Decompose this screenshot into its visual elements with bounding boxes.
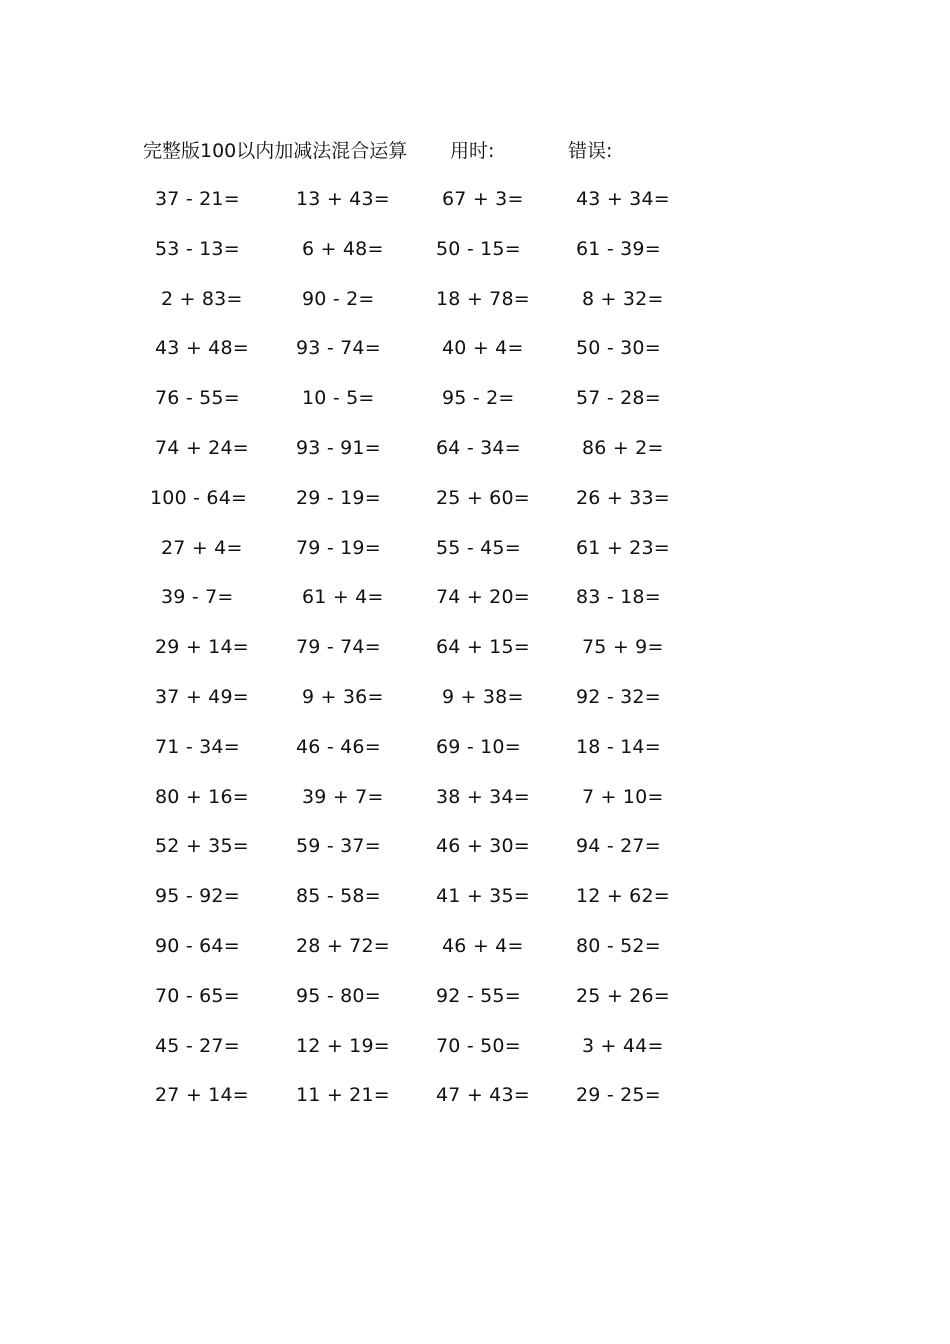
- math-problem: 93 - 74=: [296, 337, 381, 360]
- math-problem: 12 + 19=: [296, 1034, 390, 1057]
- problem-row: [0, 831, 950, 881]
- problem-row: [0, 234, 950, 284]
- math-problem: 75 + 9=: [582, 636, 664, 659]
- math-problem: 90 - 2=: [302, 287, 375, 310]
- math-problem: 10 - 5=: [302, 387, 375, 410]
- math-problem: 9 + 36=: [302, 685, 384, 708]
- problem-row: [0, 732, 950, 782]
- math-problem: 40 + 4=: [442, 337, 524, 360]
- math-problem: 6 + 48=: [302, 237, 384, 260]
- math-problem: 95 - 92=: [155, 885, 240, 908]
- math-problem: 38 + 34=: [436, 785, 530, 808]
- math-problem: 59 - 37=: [296, 835, 381, 858]
- math-problem: 95 - 80=: [296, 984, 381, 1007]
- math-problem: 50 - 15=: [436, 237, 521, 260]
- math-problem: 29 - 19=: [296, 486, 381, 509]
- problem-row: [0, 931, 950, 981]
- problem-row: [0, 981, 950, 1031]
- math-problem: 28 + 72=: [296, 934, 390, 957]
- problem-row: [0, 333, 950, 383]
- problem-row: [0, 881, 950, 931]
- math-problem: 37 - 21=: [155, 188, 240, 210]
- math-problem: 80 - 52=: [576, 934, 661, 957]
- math-problem: 61 + 23=: [576, 536, 670, 559]
- math-problem: 80 + 16=: [155, 785, 249, 808]
- math-problem: 25 + 26=: [576, 984, 670, 1007]
- problem-row: [0, 582, 950, 632]
- math-problem: 71 - 34=: [155, 735, 240, 758]
- math-problem: 70 - 50=: [436, 1034, 521, 1057]
- math-problem: 92 - 32=: [576, 685, 661, 708]
- math-problem: 61 + 4=: [302, 586, 384, 609]
- math-problem: 26 + 33=: [576, 486, 670, 509]
- math-problem: 57 - 28=: [576, 387, 661, 410]
- problem-row: [0, 483, 950, 533]
- math-problem: 11 + 21=: [296, 1084, 390, 1107]
- math-problem: 46 + 30=: [436, 835, 530, 858]
- math-problem: 79 - 74=: [296, 636, 381, 659]
- problem-row: [0, 682, 950, 732]
- math-problem: 7 + 10=: [582, 785, 664, 808]
- math-problem: 25 + 60=: [436, 486, 530, 509]
- math-problem: 70 - 65=: [155, 984, 240, 1007]
- math-problem: 100 - 64=: [150, 486, 248, 509]
- problem-row: [0, 1031, 950, 1081]
- problem-row: [0, 632, 950, 682]
- errors-label: 错误:: [568, 140, 613, 162]
- math-problem: 45 - 27=: [155, 1034, 240, 1057]
- math-problem: 29 + 14=: [155, 636, 249, 659]
- problem-row: [0, 533, 950, 583]
- math-problem: 8 + 32=: [582, 287, 664, 310]
- math-problem: 79 - 19=: [296, 536, 381, 559]
- math-problem: 12 + 62=: [576, 885, 670, 908]
- math-problem: 83 - 18=: [576, 586, 661, 609]
- math-problem: 76 - 55=: [155, 387, 240, 410]
- math-problem: 18 - 14=: [576, 735, 661, 758]
- math-problem: 27 + 4=: [161, 536, 243, 559]
- math-problem: 94 - 27=: [576, 835, 661, 858]
- math-problem: 90 - 64=: [155, 934, 240, 957]
- math-problem: 69 - 10=: [436, 735, 521, 758]
- math-problem: 85 - 58=: [296, 885, 381, 908]
- math-problem: 46 - 46=: [296, 735, 381, 758]
- math-problem: 9 + 38=: [442, 685, 524, 708]
- math-problem: 39 + 7=: [302, 785, 384, 808]
- math-problem: 18 + 78=: [436, 287, 530, 310]
- problem-row: [0, 433, 950, 483]
- problem-row: [0, 782, 950, 832]
- math-problem: 61 - 39=: [576, 237, 661, 260]
- math-problem: 27 + 14=: [155, 1084, 249, 1107]
- problem-grid: [0, 184, 950, 1130]
- math-problem: 50 - 30=: [576, 337, 661, 360]
- math-problem: 46 + 4=: [442, 934, 524, 957]
- math-problem: 64 + 15=: [436, 636, 530, 659]
- math-problem: 86 + 2=: [582, 436, 664, 459]
- math-problem: 43 + 34=: [576, 188, 670, 210]
- math-problem: 74 + 20=: [436, 586, 530, 609]
- math-problem: 2 + 83=: [161, 287, 243, 310]
- math-problem: 37 + 49=: [155, 685, 249, 708]
- math-problem: 92 - 55=: [436, 984, 521, 1007]
- math-problem: 3 + 44=: [582, 1034, 664, 1057]
- math-problem: 95 - 2=: [442, 387, 515, 410]
- math-problem: 67 + 3=: [442, 188, 524, 210]
- math-problem: 74 + 24=: [155, 436, 249, 459]
- math-problem: 41 + 35=: [436, 885, 530, 908]
- problem-row: [0, 284, 950, 334]
- problem-row: [0, 1080, 950, 1130]
- time-used-label: 用时:: [450, 140, 495, 162]
- problem-row: [0, 383, 950, 433]
- math-problem: 55 - 45=: [436, 536, 521, 559]
- math-problem: 52 + 35=: [155, 835, 249, 858]
- math-problem: 64 - 34=: [436, 436, 521, 459]
- math-problem: 43 + 48=: [155, 337, 249, 360]
- math-problem: 13 + 43=: [296, 188, 390, 210]
- worksheet-title: 完整版100以内加减法混合运算: [143, 140, 408, 162]
- math-problem: 29 - 25=: [576, 1084, 661, 1107]
- math-problem: 39 - 7=: [161, 586, 234, 609]
- math-problem: 53 - 13=: [155, 237, 240, 260]
- problem-row: [0, 184, 950, 234]
- math-problem: 93 - 91=: [296, 436, 381, 459]
- math-problem: 47 + 43=: [436, 1084, 530, 1107]
